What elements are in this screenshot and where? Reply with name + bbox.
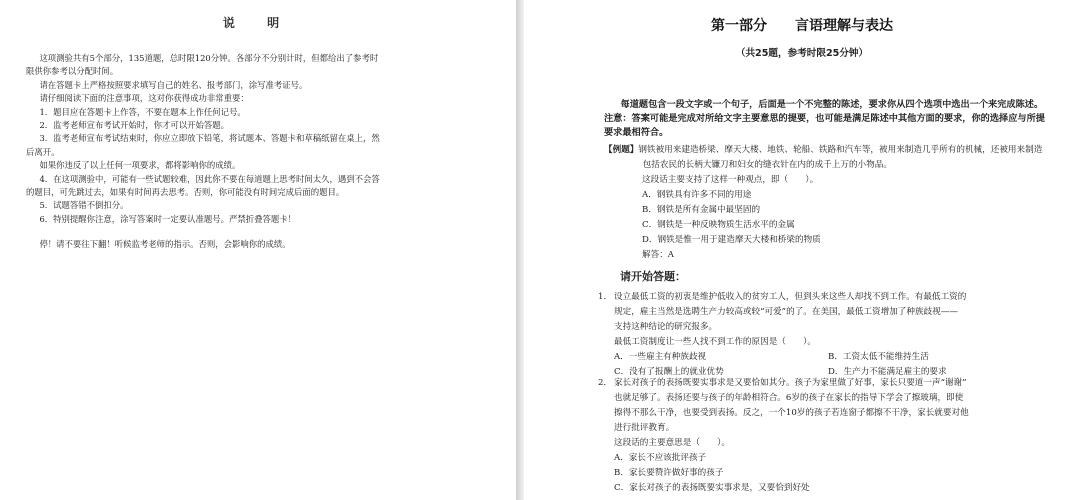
example-stem: 这段话主要支持了这样一种观点，即（ ）。 xyxy=(642,175,819,185)
instruction-line: 这项测验共有5个部分，135道题，总时限120分钟。各部分不分别计时，但都给出了参考时 xyxy=(39,53,379,63)
instruction-line: 4．在这项测验中，可能有一些试题较难，因此你不要在每道题上思考时间太久，遇到不会答 xyxy=(39,173,380,184)
instruction-line: 如果你违反了以上任何一项要求，都将影响你的成绩。 xyxy=(39,160,241,171)
example-block xyxy=(604,143,1050,263)
option-b: B．家长要赞许做好事的孩子 xyxy=(614,468,724,478)
question-line: 进行批评教育。 xyxy=(614,423,675,433)
instructions-title: 说 明 xyxy=(222,16,294,30)
example-option: B．钢铁是所有金属中最坚固的 xyxy=(642,205,761,215)
question-line: 擦得不那么干净，也要受到表扬。反之，一个10岁的孩子若连窗子都擦不干净，家长就要对他 xyxy=(614,408,969,418)
question-stem: 最低工资制度让一些人找不到工作的原因是（ ）。 xyxy=(614,337,816,347)
question-line: 规定，雇主当然是选聘生产力较高或较“可爱”的了。在美国，最低工资增加了种族歧视—— xyxy=(614,307,958,317)
question-2 xyxy=(598,376,1056,496)
question-stem: 这段话的主要意思是（ ）。 xyxy=(614,438,731,448)
section-label: 言语理解与表达 xyxy=(795,18,893,34)
question-number: 2． xyxy=(598,378,613,388)
part-title xyxy=(524,15,1080,35)
instruction-line: 的题目，可先跳过去，如果有时间再去思考。否则，你可能没有时间完成后面的题目。 xyxy=(26,187,345,198)
example-passage: 钢铁被用来建造桥梁、摩天大楼、地铁、轮船、铁路和汽车等，被用来制造几乎所有的机械，还被用来制造包括农民的长柄大镰刀和妇女的缝衣针在内的成千上万的小物品。 xyxy=(638,145,1043,170)
instruction-line: 限供你参考以分配时间。 xyxy=(26,66,119,77)
option-d: D．生产力不能满足雇主的要求 xyxy=(828,367,947,377)
example-text xyxy=(604,143,1050,173)
example-answer: 解答：A xyxy=(642,250,674,260)
instructions-body xyxy=(26,52,456,252)
instruction-line: 5．试题答错不倒扣分。 xyxy=(39,200,129,211)
option-a: A．一些雇主有种族歧视 xyxy=(614,352,707,362)
instruction-line: 6．特别提醒你注意，涂写答案时一定要认准题号。严禁折叠答题卡！ xyxy=(39,213,297,224)
question-line: 家长对孩子的表扬既要实事求是又要恰如其分。孩子为家里做了好事，家长只要道一声“谢谢” xyxy=(614,378,967,388)
instruction-line: 2．监考老师宣布考试开始时，你才可以开始答题。 xyxy=(39,120,230,131)
option-a: A．家长不应该批评孩子 xyxy=(614,453,707,463)
page-gutter xyxy=(516,0,524,500)
example-label: 【例题】 xyxy=(604,145,639,155)
instruction-line: 请在答题卡上严格按照要求填写自己的姓名、报考部门，涂写准考证号。 xyxy=(39,79,308,90)
question-line: 支持这种结论的研究报多。 xyxy=(614,322,718,332)
part-subtitle: （共25题，参考时限25分钟） xyxy=(735,48,869,59)
right-page xyxy=(524,0,1080,500)
instruction-line: 后离开。 xyxy=(26,146,60,157)
question-number: 1． xyxy=(598,292,613,302)
start-heading: 请开始答题： xyxy=(620,270,686,283)
instruction-line: 3．监考老师宣布考试结束时，你应立即放下铅笔，将试题本、答题卡和草稿纸留在桌上，然 xyxy=(39,133,380,144)
part-label: 第一部分 xyxy=(711,18,767,34)
question-line: 也就足够了。表扬还要与孩子的年龄相符合。6岁的孩子在家长的指导下学会了擦玻璃，即使 xyxy=(614,393,964,403)
part-directions: 每道题包含一段文字或一个句子，后面是一个不完整的陈述，要求你从四个选项中选出一个来完成陈述。注意：答案可能是完成对所给文字主要意思的提要，也可能是满足陈述中其他方面的要求，你的选择应与所提要求最相符合。 xyxy=(604,99,1045,139)
example-option: C．钢铁是一种反映物质生活水平的金属 xyxy=(642,220,795,230)
instruction-line: 请仔细阅读下面的注意事项，这对你获得成功非常重要： xyxy=(39,93,249,104)
instruction-line: 1．题目应在答题卡上作答，不要在题本上作任何记号。 xyxy=(39,106,246,117)
question-line: 设立最低工资的初衷是维护低收入的贫穷工人，但到头来这些人却找不到工作。有最低工资的 xyxy=(614,292,967,302)
option-b: B．工资太低不能维持生活 xyxy=(828,352,929,362)
stop-notice: 停！请不要往下翻！听候监考老师的指示。否则，会影响你的成绩。 xyxy=(39,239,291,250)
example-option: D．钢铁是惟一用于建造摩天大楼和桥梁的物质 xyxy=(642,235,821,245)
question-1 xyxy=(598,290,1056,380)
left-page xyxy=(0,0,516,500)
option-c: C．没有了报酬上的就业优势 xyxy=(614,367,724,377)
example-option: A．钢铁具有许多不同的用途 xyxy=(642,190,752,200)
option-c: C．家长对孩子的表扬既要实事求是，又要恰到好处 xyxy=(614,483,810,493)
